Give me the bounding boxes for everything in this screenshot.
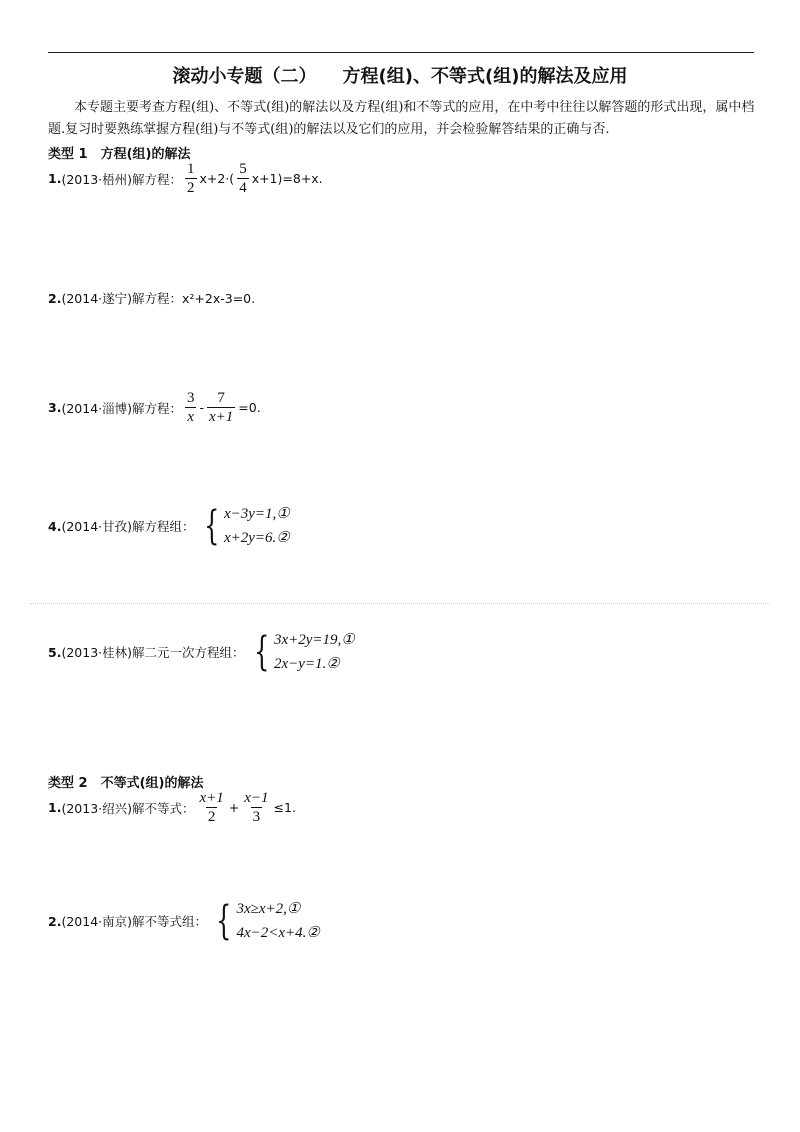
fraction: $\frac{1}{2}$ — [187, 161, 195, 196]
inequality-line-2: 4x−2<x+4.② — [236, 925, 320, 941]
equation-system — [199, 502, 290, 550]
problem-number: 2. — [48, 913, 62, 929]
equation-line-1: 3x+2y=19,① — [273, 632, 355, 648]
problem-number: 5. — [48, 644, 62, 660]
fraction: $\frac{7}{x+1}$ — [209, 390, 234, 425]
plus-sign: + — [228, 800, 240, 815]
top-rule — [48, 52, 754, 53]
problem-number: 4. — [48, 518, 62, 534]
title-part-2: 方程(组)、不等式(组)的解法及应用 — [342, 66, 628, 87]
problem-2 — [48, 289, 255, 307]
title-part-1: 滚动小专题（二） — [172, 66, 317, 87]
fraction: $\frac{x+1}{2}$ — [199, 790, 224, 825]
problem-source: (2014·遂宁)解方程： — [61, 291, 182, 306]
section-heading-type-2: 类型 2 不等式(组)的解法 — [48, 776, 204, 791]
fraction: $\frac{x-1}{3}$ — [244, 790, 269, 825]
problem-4 — [48, 502, 290, 550]
problem-number: 2. — [48, 290, 62, 306]
intro-paragraph: 本专题主要考查方程(组)、不等式(组)的解法以及方程(组)和不等式的应用，在中考中往往以解答题的形式出现，属中档题.复习时要熟练掌握方程(组)与不等式(组)的解法以及它们的应用，并会检验解答结果的正确与否. — [48, 100, 755, 137]
inequality-system — [211, 897, 320, 945]
problem-source: (2014·淄博)解方程： — [61, 400, 182, 416]
expression-text: x+1)=8+x. — [251, 171, 323, 186]
problem-source: (2014·甘孜)解方程组： — [61, 519, 195, 534]
problem-1 — [48, 160, 323, 197]
problem-5 — [48, 628, 355, 676]
page-break-divider — [30, 603, 770, 604]
inequality-line-1: 3x≥x+2,① — [236, 901, 301, 917]
problem-source: (2013·桂林)解二元一次方程组： — [61, 645, 245, 660]
equation-system — [249, 628, 355, 676]
left-brace: { — [253, 629, 269, 675]
problem-source: (2013·绍兴)解不等式： — [61, 800, 195, 816]
left-brace: { — [216, 898, 232, 944]
equation: x²+2x-3=0. — [182, 290, 256, 306]
problem-3 — [48, 389, 261, 426]
expression-text: x+2·( — [199, 171, 235, 186]
inequality-problem-1 — [48, 789, 296, 826]
problem-number: 1. — [48, 171, 62, 186]
equation-line-2: x+2y=6.② — [223, 530, 290, 546]
equation-line-2: 2x−y=1.② — [273, 656, 340, 672]
inequality-problem-2 — [48, 897, 320, 945]
problem-number: 3. — [48, 400, 62, 415]
page-title — [0, 62, 800, 88]
left-brace: { — [203, 503, 219, 549]
problem-number: 1. — [48, 800, 62, 815]
minus-sign: - — [199, 400, 205, 415]
fraction: $\frac{5}{4}$ — [239, 161, 247, 196]
problem-source: (2013·梧州)解方程： — [61, 171, 182, 187]
section-heading-type-1: 类型 1 方程(组)的解法 — [48, 147, 191, 162]
expression-text: =0. — [238, 400, 261, 415]
fraction: $\frac{3}{x}$ — [187, 390, 195, 425]
expression-text: ≤1. — [273, 800, 296, 815]
equation-line-1: x−3y=1,① — [223, 506, 290, 522]
problem-source: (2014·南京)解不等式组： — [61, 914, 207, 929]
